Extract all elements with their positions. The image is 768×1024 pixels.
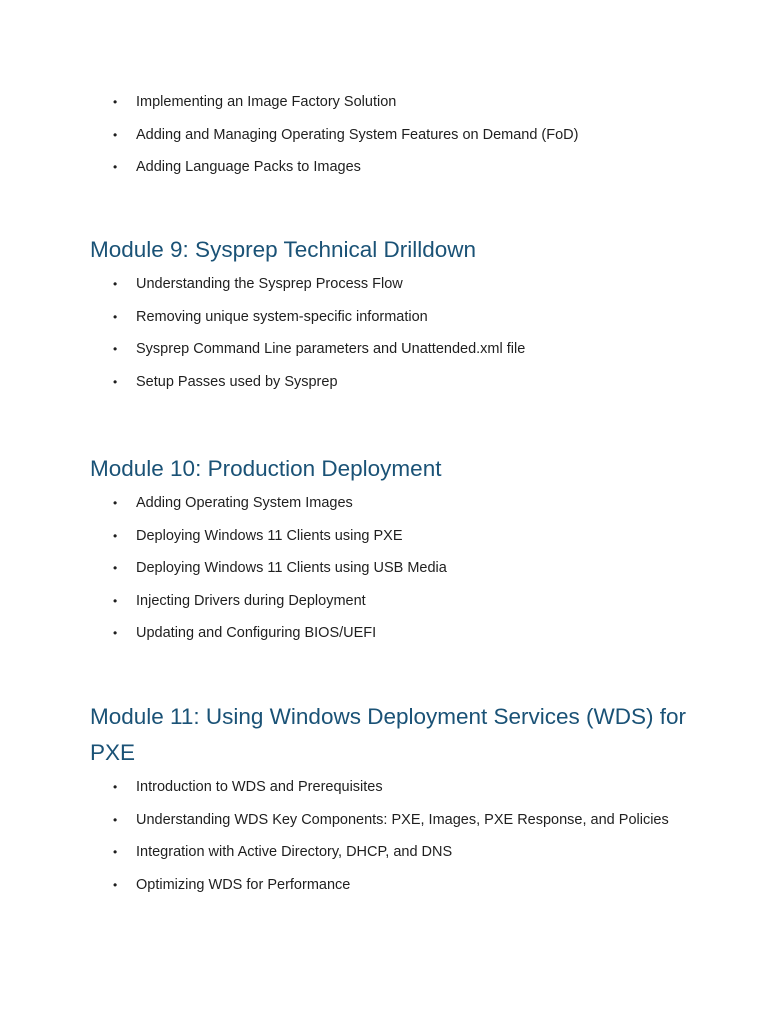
bullet-icon: • — [113, 812, 118, 827]
bullet-icon: • — [113, 95, 118, 109]
list-item — [0, 558, 447, 591]
bullet-icon: • — [113, 342, 118, 356]
list-item — [0, 526, 447, 559]
list-item-text: Deploying Windows 11 Clients using USB Media — [136, 560, 447, 576]
module-10-bullet-list — [0, 493, 447, 656]
module-11-bullet-list — [0, 777, 669, 907]
list-item — [0, 591, 447, 624]
list-item-text: Injecting Drivers during Deployment — [136, 592, 366, 609]
bullet-icon: • — [113, 127, 118, 142]
list-item-text: Understanding the Sysprep Process Flow — [136, 276, 403, 292]
list-item-text: Adding Language Packs to Images — [136, 159, 361, 175]
bullet-icon: • — [113, 626, 118, 640]
list-item — [0, 777, 669, 810]
bullet-icon: • — [113, 877, 118, 892]
bullet-icon: • — [113, 528, 118, 543]
list-item-text: Introduction to WDS and Prerequisites — [136, 779, 383, 795]
bullet-icon: • — [113, 309, 118, 324]
bullet-icon: • — [113, 845, 118, 859]
list-item — [0, 372, 525, 405]
list-item-text: Deploying Windows 11 Clients using PXE — [136, 527, 403, 544]
bullet-icon: • — [113, 160, 118, 174]
list-item — [0, 307, 525, 340]
bullet-icon: • — [113, 593, 118, 608]
list-item-text: Understanding WDS Key Components: PXE, Images, PXE Response, and Policies — [136, 811, 669, 828]
bullet-icon: • — [113, 561, 118, 575]
intro-bullet-list — [0, 92, 578, 190]
list-item — [0, 157, 578, 190]
list-item-text: Adding Operating System Images — [136, 495, 353, 511]
list-item-text: Removing unique system-specific information — [136, 308, 428, 325]
module-11-heading: Module 11: Using Windows Deployment Services (WDS) for PXE — [90, 704, 687, 765]
list-item — [0, 92, 578, 125]
list-item-text: Optimizing WDS for Performance — [136, 876, 351, 893]
module-9-heading: Module 9: Sysprep Technical Drilldown — [90, 237, 477, 262]
bullet-icon: • — [113, 374, 118, 389]
list-item — [0, 493, 447, 526]
list-item — [0, 339, 525, 372]
bullet-icon: • — [113, 496, 118, 510]
list-item-text: Adding and Managing Operating System Features on Demand (FoD) — [136, 126, 579, 143]
list-item — [0, 842, 669, 875]
bullet-icon: • — [113, 780, 118, 794]
bullet-icon: • — [113, 277, 118, 291]
list-item-text: Setup Passes used by Sysprep — [136, 373, 338, 390]
list-item — [0, 623, 447, 656]
list-item — [0, 274, 525, 307]
list-item-text: Updating and Configuring BIOS/UEFI — [136, 625, 377, 641]
list-item-text: Implementing an Image Factory Solution — [136, 94, 397, 110]
list-item — [0, 810, 669, 843]
list-item-text: Sysprep Command Line parameters and Unattended.xml file — [136, 341, 526, 357]
module-10-heading: Module 10: Production Deployment — [90, 456, 442, 481]
list-item-text: Integration with Active Directory, DHCP, and DNS — [136, 844, 453, 860]
list-item — [0, 125, 578, 158]
list-item — [0, 875, 669, 908]
module-9-bullet-list — [0, 274, 525, 404]
